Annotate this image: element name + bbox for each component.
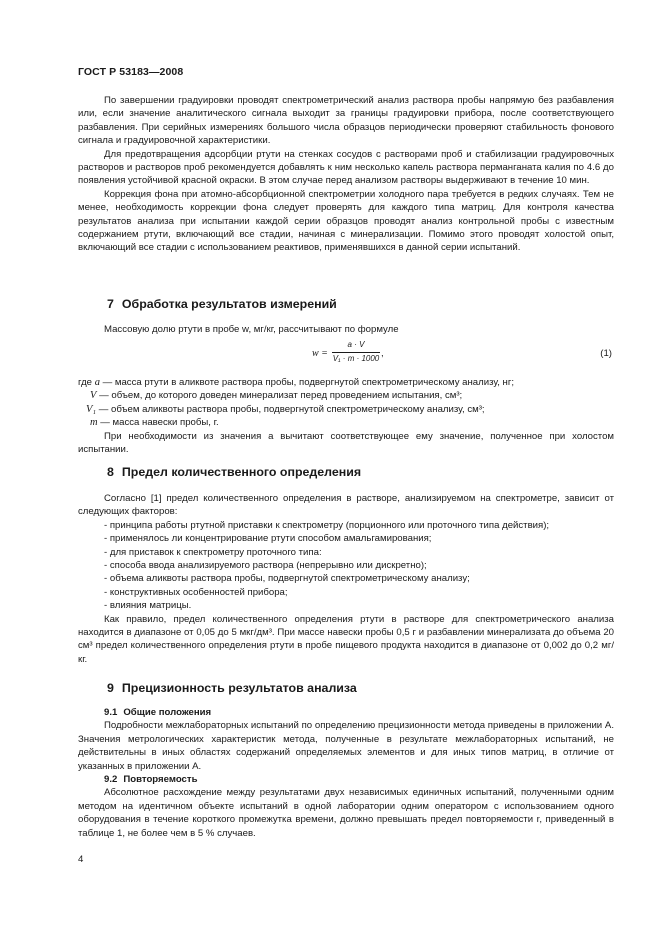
section-heading-9	[107, 680, 357, 696]
subsection-title: Повторяемость	[123, 774, 198, 786]
subsection-heading-9-1	[78, 706, 614, 719]
equation-number: (1)	[600, 348, 612, 359]
where-list	[78, 376, 614, 456]
section-number: 9	[107, 681, 114, 695]
where-row	[78, 416, 614, 429]
list-item: - объема аликвоты раствора пробы, подвергнутой спектрометрическому анализу;	[104, 573, 470, 585]
where-row	[78, 403, 614, 416]
paragraph: Абсолютное расхождение между результатами двух независимых единичных испытаний, полученными одним методом на идентичном объекте испытаний в одной лаборатории одним оператором с использованием одного оборудования в течение короткого промежутка времени, должно превышать предел повторяемости r, приведенный в таблице 1, не более чем в 5 % случаев.	[78, 787, 614, 839]
where-symbol: V	[90, 390, 97, 402]
where-text: — объем, до которого доведен минерализат перед проведением испытания, см³;	[99, 390, 463, 402]
document-header: ГОСТ Р 53183—2008	[78, 66, 184, 78]
formula-trail: ,	[381, 348, 384, 359]
where-row	[78, 389, 614, 402]
paragraph: Коррекция фона при атомно-абсорбционной спектрометрии холодного пара требуется в редких случаях. Тем не менее, необходимость коррекции фона следует проверять для каждого типа матриц. Для контроля качества результатов анализа при испытании каждой серии образцов проводят анализ контрольной пробы с известным содержанием ртути, включающий все стадии, начиная с минерализации. Помимо этого проводят холостой опыт, включающий все стадии с использованием реактивов, применявшихся в данной серии испытаний.	[78, 188, 614, 254]
paragraph: Как правило, предел количественного определения ртути в растворе для спектрометрического анализа находится в диапазоне от 0,05 до 5 мкг/дм³. При массе навески пробы 0,5 г и разбавлении минерализата до объема 20 см³ предел количественного определения ртути в пробе пищевого продукта находится в диапазоне от 0,002 до 0,2 мг/кг.	[78, 613, 614, 665]
where-symbol: m	[90, 417, 98, 429]
paragraph: При необходимости из значения a вычитают соответствующее ему значение, полученное при холостом испытании.	[78, 430, 614, 456]
section-heading-7	[107, 296, 337, 312]
section8-body	[78, 492, 614, 666]
where-prefix: где	[78, 377, 93, 388]
paragraph: Массовую долю ртути в пробе w, мг/кг, рассчитывают по формуле	[104, 324, 399, 335]
list-item: - для приставок к спектрометру проточного типа:	[104, 546, 322, 558]
subsection-number: 9.2	[104, 774, 118, 786]
where-text: — масса навески пробы, г.	[100, 417, 219, 429]
formula-fraction	[332, 340, 380, 364]
list-item: - конструктивных особенностей прибора;	[104, 586, 288, 598]
section-title: Обработка результатов измерений	[121, 297, 337, 311]
list-item: - влияния матрицы.	[104, 600, 192, 612]
paragraph: По завершении градуировки проводят спектрометрический анализ раствора пробы напрямую без разбавления или, если значение аналитического сигнала выходит за границы градуировки прибора, после соответствующего разбавления. При серийных измерениях большого числа образцов периодически проверяют стабильность фонового сигнала и градуировочной характеристики.	[78, 95, 614, 147]
subsection-number: 9.1	[104, 707, 118, 718]
where-text: — масса ртути в аликвоте раствора пробы, подвергнутой спектрометрическому анализу, нг;	[102, 377, 515, 388]
list-item: - принципа работы ртутной приставки к спектрометру (порционного или проточного типа действия);	[104, 519, 550, 531]
section9-body	[78, 706, 614, 840]
where-symbol: V₁	[86, 403, 97, 415]
where-row	[78, 376, 614, 389]
section-number: 8	[107, 465, 114, 479]
where-text: — объем аликвоты раствора пробы, подвергнутой спектрометрическому анализу, см³;	[98, 403, 485, 415]
list-item: - применялось ли концентрирование ртути способом амальгамирования;	[104, 533, 432, 545]
where-symbol: a	[94, 377, 100, 388]
formula-1	[312, 340, 612, 370]
fraction-bar	[332, 352, 380, 353]
subsection-heading-9-2	[78, 773, 614, 786]
formula-numerator: a · V	[347, 340, 365, 349]
section-title: Предел количественного определения	[121, 465, 362, 479]
formula-denominator: V₁ · m · 1000	[332, 354, 380, 363]
section-heading-8	[107, 464, 361, 480]
section-number: 7	[107, 297, 114, 311]
section7-lead	[78, 323, 614, 336]
section-title: Прецизионность результатов анализа	[121, 681, 357, 695]
intro-text	[78, 94, 614, 255]
paragraph: Согласно [1] предел количественного определения в растворе, анализируемом на спектрометре, зависит от следующих факторов:	[78, 493, 614, 518]
paragraph: Подробности межлабораторных испытаний по определению прецизионности метода приведены в приложении А. Значения метрологических характеристик метода, полученные в результате межлабораторных испытаний, не действительны в иных областях содержаний определяемых элементов и для иных типов матриц, в отличие от указанных в приложении А.	[78, 720, 614, 772]
page-number: 4	[78, 854, 84, 865]
formula-lhs: w =	[312, 348, 328, 359]
paragraph: Для предотвращения адсорбции ртути на стенках сосудов с растворами проб и стабилизации градуировочных растворов и растворов проб рекомендуется добавлять к ним несколько капель раствора перманганата калия по 4.6 до появления устойчивой красной окраски. В этом случае перед анализом растворы выдерживают в течение 10 мин.	[78, 148, 614, 187]
subsection-title: Общие положения	[123, 707, 212, 718]
list-item: - способа ввода анализируемого раствора (непрерывно или дискретно);	[104, 560, 427, 572]
